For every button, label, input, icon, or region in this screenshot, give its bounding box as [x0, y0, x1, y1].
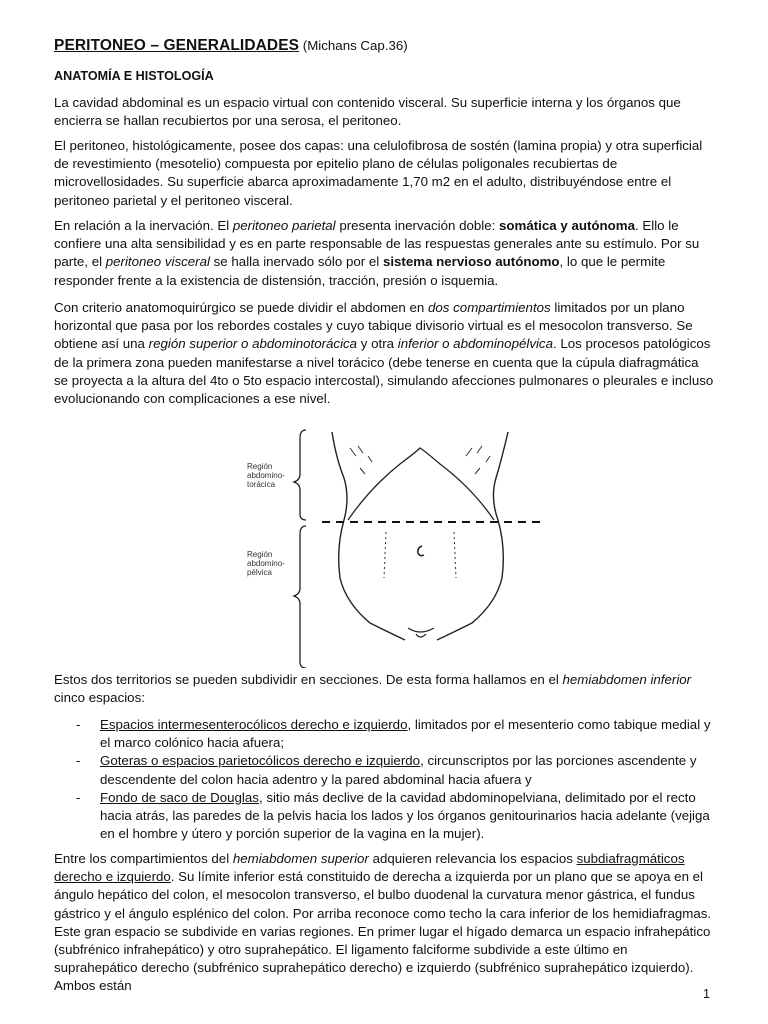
- title-reference: (Michans Cap.36): [302, 38, 408, 53]
- page-number: 1: [703, 987, 710, 1001]
- lower-label-3: pélvica: [247, 568, 272, 577]
- lower-label-1: Región: [247, 550, 273, 559]
- upper-region-bracket: [294, 430, 306, 520]
- paragraph-compartments: Con criterio anatomoquirúrgico se puede dividir el abdomen en dos compartimientos limitados por un plano horizontal que pasa por los rebordes costales y cuyo tabique divisorio virtual es el mesocolon transverso. Se obtiene así una región superior o abdominotorácica y otra inferior o abdominopélvica. Los procesos patológicos de la primera zona pueden manifestarse a nivel torácico (debe tenerse en cuenta que la cúpula diafragmática se proyecta a la altura del 4to o 5to espacio intercostal), simulando afecciones pulmonares o pleurales e incluso evolucionando con complicaciones a ese nivel.: [54, 300, 714, 407]
- title-main: PERITONEO – GENERALIDADES: [54, 37, 300, 54]
- page-title: [54, 37, 408, 55]
- section-heading: ANATOMÍA E HISTOLOGÍA: [54, 69, 214, 83]
- abdomen-illustration: [240, 428, 540, 668]
- upper-label-1: Región: [247, 462, 273, 471]
- paragraph-subdivisions: Estos dos territorios se pueden subdividir en secciones. De esta forma hallamos en el hemiabdomen inferior cinco espacios:: [54, 672, 692, 706]
- paragraph-innervation: En relación a la inervación. El peritoneo parietal presenta inervación doble: somática y autónoma. Ello le confiere una alta sensibilidad y es en parte responsable de las respuestas generales ante su estímulo. Por su parte, el peritoneo visceral se halla inervado sólo por el sistema nervioso autónomo, lo que le permite responder frente a la existencia de distensión, tracción, presión o isquemia.: [54, 218, 700, 288]
- lower-label-2: abdomino-: [247, 559, 285, 568]
- upper-label-3: torácica: [247, 480, 276, 489]
- paragraph-histology: El peritoneo, histológicamente, posee dos capas: una celulofibrosa de sostén (lamina propia) y otra superficial de revestimiento (mesotelio) compuesta por epitelio plano de células poligonales recubiertas de microvellosidades. Su superficie abarca aproximadamente 1,70 m2 en el adulto, distribuyéndose entre el peritoneo parietal y el peritoneo visceral.: [54, 138, 703, 208]
- lower-region-bracket: [294, 526, 306, 668]
- upper-label-2: abdomino-: [247, 471, 285, 480]
- paragraph-upper-spaces: Entre los compartimientos del hemiabdomen superior adquieren relevancia los espacios subdiafragmáticos derecho e izquierdo. Su límite inferior está constituido de derecha a izquierda por un plano que se apoya en el ángulo hepático del colon, el mesocolon transverso, el bulbo duodenal la curvatura menor gástrica, el fundus gástrico y el ángulo esplénico del colon. Por arriba reconoce como techo la cara inferior de los hemidiafragmas. Este gran espacio se subdivide en varias regiones. En primer lugar el hígado demarca un espacio infrahepático (subfrénico infrahepático) y otro suprahepático. El ligamento falciforme subdivide a este último en suprahepático derecho (subfrénico suprahepático derecho) e izquierdo (subfrénico suprahepático izquierdo). Ambos están: [54, 851, 712, 994]
- list-item: - Fondo de saco de Douglas, sitio más declive de la cavidad abdominopelviana, delimitado por el recto hacia atrás, las paredes de la pelvis hacia los lados y los órganos genitourinarios hacia adelante (vejiga en el hombre y útero y porción superior de la vagina en la mujer).: [76, 789, 710, 842]
- list-item: - Espacios intermesenterocólicos derecho e izquierdo, limitados por el mesenterio como tabique medial y el marco colónico hacia afuera;: [76, 717, 711, 751]
- list-item: - Goteras o espacios parietocólicos derecho e izquierdo, circunscriptos por las porciones ascendente y descendente del colon hacia adentro y la pared abdominal hacia afuera y: [76, 753, 697, 787]
- lower-spaces-list: [54, 716, 714, 843]
- abdomen-regions-figure: [240, 428, 540, 668]
- paragraph-intro: La cavidad abdominal es un espacio virtual con contenido visceral. Su superficie interna y los órganos que encierra se hallan recubiertos por una serosa, el peritoneo.: [54, 95, 681, 129]
